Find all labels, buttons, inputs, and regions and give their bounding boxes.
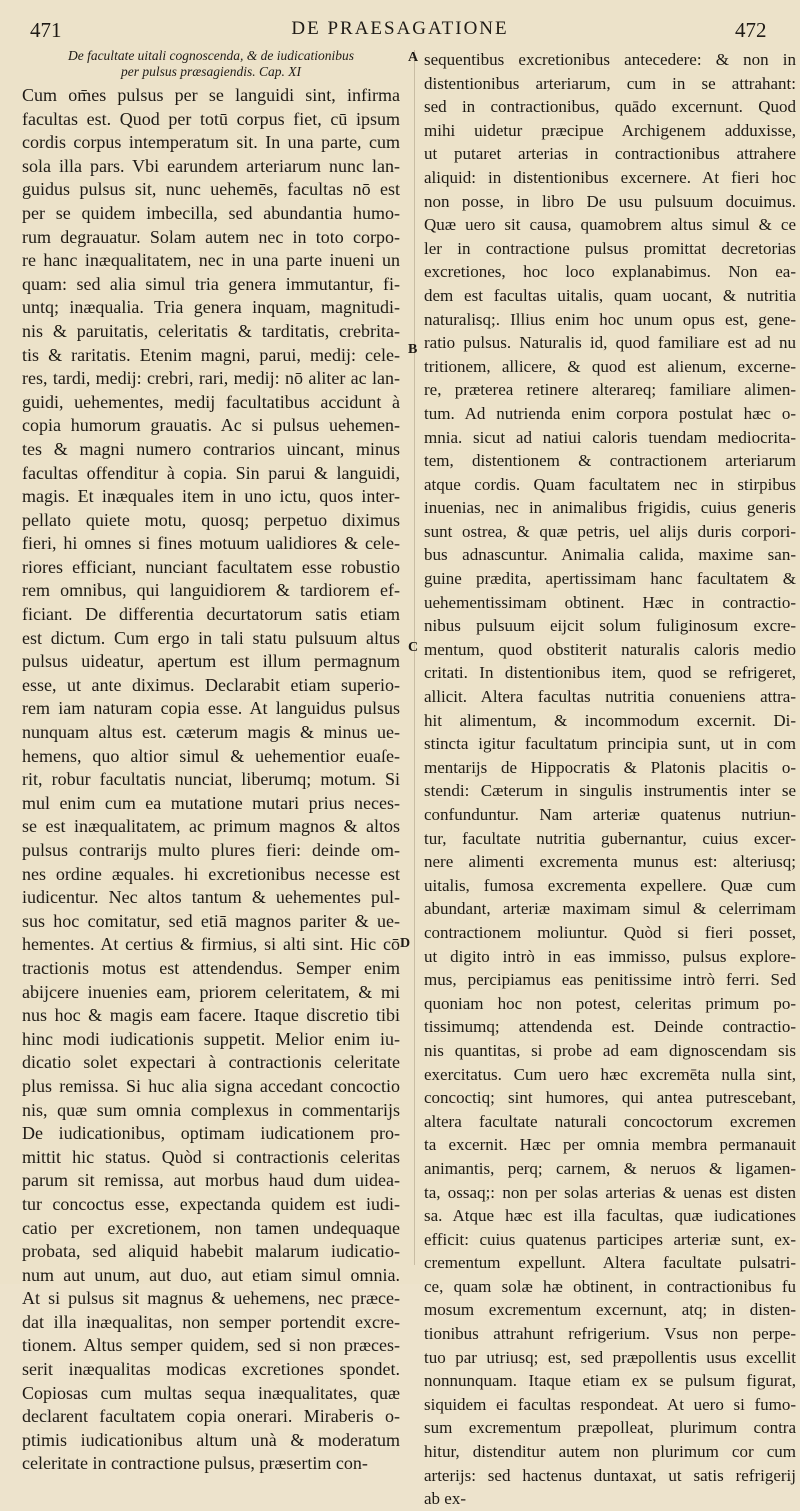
text-line: celeritate in contractione pulsus, præsertim con- <box>22 1453 368 1474</box>
text-line: nis & paruitatis, celeritatis & tarditatis, crebrita- <box>22 320 400 341</box>
text-line: catio per excretionem, non tamen undequaque <box>22 1217 400 1238</box>
text-line: altera facultate naturali concoctorum excremen <box>424 1111 796 1131</box>
text-line: declarent facultatem copia onerari. Miraberis o- <box>22 1406 400 1427</box>
text-line: efficit: cuius quatenus participes arteriæ sunt, ex- <box>424 1229 796 1249</box>
text-line: num aut unum, aut duo, aut etiam simul omnia. <box>22 1264 400 1285</box>
text-line: ratio pulsus. Naturalis id, quod familiare est ad nu <box>424 333 796 353</box>
text-line: naturalisq;. Illius enim hoc unum opus est, gene- <box>424 309 796 329</box>
text-line: tis & raritatis. Etenim magni, parui, medij: cele- <box>22 344 400 365</box>
text-line: excretiones, hoc loco explanabimus. Non ea- <box>424 262 796 282</box>
text-line: hinc modi iudicationis suppetit. Melior enim iu- <box>22 1028 400 1049</box>
column-gutter <box>414 50 415 1265</box>
text-line: sum excrementum præpolleat, plurimum contra <box>424 1418 796 1438</box>
text-line: ce, quam solæ hæ obtinent, in contractionibus fu <box>424 1276 796 1296</box>
text-line: inuenias, nec in animalibus frigidis, cuius generis <box>424 498 796 518</box>
left-column <box>22 48 400 1476</box>
text-line: copia humorum grauatis. Ac si pulsus uehemen- <box>22 415 400 436</box>
text-line: animantis, perq; carnem, & neruos & ligamen- <box>424 1158 796 1178</box>
text-line: allicit. Altera facultas nutritia conueniens attra- <box>424 687 796 707</box>
text-line: untq; inæqualia. Tria genera inquam, magnitudi- <box>22 297 400 318</box>
text-line: iudicentur. Nec altos tantum & uehementes pul- <box>22 887 400 908</box>
text-line: mentarijs de Hippocratis & Platonis placitis o- <box>424 757 796 777</box>
text-line: serit inæqualitas modicas excretiones spondet. <box>22 1359 400 1380</box>
text-line: stendi: Cæterum in singulis instrumentis inter se <box>424 781 796 801</box>
text-line: Quæ uero sit causa, quamobrem altus simul & ce <box>424 215 796 235</box>
text-line: mosum excrementum excernunt, atq; in disten- <box>424 1300 796 1320</box>
text-line: sunt ostrea, & quæ petris, uel alijs duris corpori- <box>424 521 796 541</box>
chapter-title <box>22 48 400 80</box>
text-line: At si pulsus sit magnus & uehemens, nec præce- <box>22 1288 400 1309</box>
text-line: Cum om̄es pulsus per se languidi sint, infirma <box>22 85 400 105</box>
text-line: tem, distentionem & contractionem arteriarum <box>424 451 796 471</box>
right-column <box>424 48 796 1511</box>
chapter-title-line-2: per pulsus præsagiendis. Cap. XI <box>120 64 301 79</box>
text-line: dem est facultas uitalis, quam uocant, & nutritia <box>424 285 796 305</box>
text-line: hementes. At certius & firmius, si alti sint. Hic cō <box>22 934 400 955</box>
text-line: mittit hic status. Quòd si contractionis celeritas <box>22 1146 400 1167</box>
text-line: arterijs: sed hactenus duntaxat, ut satis refrigerij <box>424 1465 796 1485</box>
text-line: uehementissimam obtinent. Hæc in contractio- <box>424 592 796 612</box>
text-line: esse, ut ante diximus. Declarabit etiam superio- <box>22 674 400 695</box>
text-line: critati. In distentionibus item, quod se refrigeret, <box>424 663 796 683</box>
text-line: aliquid: in distentionibus excernere. At fieri hoc <box>424 167 796 187</box>
text-line: fieri, hi omnes si fines motuum ualidiores & cele- <box>22 533 400 554</box>
text-line: ab ex- <box>424 1489 467 1509</box>
text-line: siquidem ei facultas respondeat. At uero si fumo- <box>424 1394 796 1414</box>
text-line: guidi, uehementes, medij facultatibus accidunt à <box>22 391 400 412</box>
text-line: hit alimentum, & incommodum excernit. Di- <box>424 710 796 730</box>
text-line: facultas est. Quod per totū corpus fiet, cū ipsum <box>22 108 400 129</box>
text-line: rem omnibus, qui languidiorem & tardiorem ef- <box>22 580 400 601</box>
text-line: exercitatus. Cum uero hæc excremēta nulla sint, <box>424 1064 796 1084</box>
text-line: rit, robur facultatis nunciat, liberumq; motum. Si <box>22 769 400 790</box>
text-line: nere alimenti excrementa munus est: alteriusq; <box>424 852 796 872</box>
text-line: tum. Ad nutrienda enim corpora postulat hæc o- <box>424 403 796 423</box>
text-line: riores efficiant, nunciant facultatem esse robustio <box>22 556 400 577</box>
text-line: crementum expellunt. Altera facultate pulsatri- <box>424 1253 796 1273</box>
text-line: se est inæqualitatem, ac primum magnos & altos <box>22 816 400 837</box>
text-line: contractionem moliuntur. Quòd si fieri posset, <box>424 922 796 942</box>
text-line: rem iam naturam copia esse. At languidus pulsus <box>22 698 400 719</box>
text-line: est dictum. Cum ergo in tali statu pulsuum altus <box>22 627 400 648</box>
text-line: tissimumq; attendenda est. Deinde contractio- <box>424 1017 796 1037</box>
right-column-text <box>424 48 796 1511</box>
text-line: dicatio solet expectari à contractionis celeritate <box>22 1052 400 1073</box>
text-line: mnia. sicut ad natiui caloris tuendam mediocrita- <box>424 427 796 447</box>
left-column-text <box>22 84 400 1476</box>
text-line: abundant, arteriæ maximam simul & celerrimam <box>424 899 796 919</box>
text-line: concoctiq; sint humores, qui antea putrescebant, <box>424 1088 796 1108</box>
text-line: sus hoc comitatur, sed etiā magnos pariter & ue- <box>22 910 400 931</box>
text-line: re hanc inæqualitatem, nec in una parte inueni un <box>22 250 400 271</box>
text-line: pulsus uideatur, apertum est illum permagnum <box>22 651 400 672</box>
text-line: ta excernit. Hæc per omnia membra permanauit <box>424 1135 796 1155</box>
text-line: non posse, in libro De usu pulsuum docuimus. <box>424 191 796 211</box>
text-line: hitur, distenditur autem non plurimum cor cum <box>424 1442 796 1462</box>
text-line: pellato quiete motu, quosq; perpetuo diximus <box>22 509 400 530</box>
text-line: quam: sed alia simul tria genera immutantur, fi- <box>22 273 400 294</box>
text-line: ptimis iudicationibus altum unà & moderatum <box>22 1429 400 1450</box>
text-line: quoniam hoc non potest, celeritas primum po- <box>424 993 796 1013</box>
text-line: mus, percipiamus eas penitissime intrò ferri. Sed <box>424 970 796 990</box>
margin-letter-d: D <box>400 936 411 951</box>
text-line: mentum, quod obstiterit naturalis caloris medio <box>424 639 796 659</box>
text-line: tur, facultate nutritia gubernantur, cuius excer- <box>424 828 796 848</box>
margin-letter-c: C <box>408 640 419 655</box>
text-line: nonnunquam. Itaque etiam ex se pulsum figurat, <box>424 1371 796 1391</box>
text-line: mul enim cum ea mutatione mutari prius neces- <box>22 792 400 813</box>
text-line: uitalis, fumosa excrementa expellere. Quæ cum <box>424 875 796 895</box>
text-line: atque cordis. Quam facultatem nec in stirpibus <box>424 474 796 494</box>
text-line: facultas offenditur à copia. Sin parui & languidi, <box>22 462 400 483</box>
text-line: hemens, quo altior simul & uehementior euaſe- <box>22 745 400 766</box>
text-line: sola illa pars. Vbi earundem arteriarum nunc lan- <box>22 155 400 176</box>
text-line: nes ordine æquales. hi excretionibus necesse est <box>22 863 400 884</box>
text-line: bus adnascuntur. Animalia calida, maxime san- <box>424 545 796 565</box>
text-line: magis. Et inæquales item in uno ictu, quos inter- <box>22 486 400 507</box>
text-line: sed in contractionibus, quādo excernunt. Quod <box>424 97 796 117</box>
text-line: ficiant. De differentia decurtatorum satis etiam <box>22 604 400 625</box>
text-line: tur concoctus esse, expectanda quidem est iudi- <box>22 1193 400 1214</box>
chapter-title-line-1: De facultate uitali cognoscenda, & de iudicationibus <box>67 48 355 63</box>
margin-letter-b: B <box>408 342 418 357</box>
text-line: dat illa inæqualitas, non semper portendit excre- <box>22 1311 400 1332</box>
text-line: re, præterea retinere alterareq; familiare alimen- <box>424 380 796 400</box>
text-line: tritionem, allicere, & quod est alienum, excerne- <box>424 356 796 376</box>
text-line: tractionis motus est attendendus. Semper enim <box>22 957 400 978</box>
text-line: plus remissa. Si huc alia signa accedant concoctio <box>22 1075 400 1096</box>
text-line: tionem. Altus semper quidem, sed si non præces- <box>22 1335 400 1356</box>
text-line: nis, quæ sum omnia complexus in commentarijs <box>22 1099 400 1120</box>
text-line: guidus pulsus sit, nunc uehemēs, facultas nō est <box>22 179 400 200</box>
text-line: ta, ossaq;: non per solas arterias & uenas est disten <box>424 1182 796 1202</box>
text-line: sequentibus excretionibus antecedere: & non in <box>424 50 796 69</box>
text-line: distentionibus arteriarum, cum in se attrahant: <box>424 73 796 93</box>
text-line: guine prædita, apertissimam hanc facultatem & <box>424 569 796 589</box>
text-line: per se quidem imbecilla, sed abundantia humo- <box>22 202 400 223</box>
text-line: stincta igitur facultatum principia sunt, ut in com <box>424 734 796 754</box>
text-line: cordis corpus intemperatum sit. In una parte, cum <box>22 132 400 153</box>
margin-letter-a: A <box>408 50 419 65</box>
text-line: probata, sed aliquid habebit malarum iudicatio- <box>22 1241 400 1262</box>
page-number-left: 471 <box>30 18 62 42</box>
text-line: nunquam altus est. cæterum magis & minus ue- <box>22 722 400 743</box>
page-number-right: 472 <box>735 18 767 42</box>
text-line: ler in contractione pulsus promittat decretorias <box>424 238 796 258</box>
text-line: De iudicationibus, optimam iudicationem pro- <box>22 1123 400 1144</box>
text-line: rum degrauatur. Solam autem nec in toto corpo- <box>22 226 400 247</box>
text-line: tuo par utriusq; est, sed præpollentis usus excellit <box>424 1347 796 1367</box>
text-line: ut putaret arterias in contractionibus attrahere <box>424 144 796 164</box>
text-line: confunduntur. Nam arteriæ quatenus nutriun- <box>424 805 796 824</box>
text-line: nus hoc & magis eam facere. Itaque discretio tibi <box>22 1005 400 1026</box>
text-line: mihi uidetur præcipue Archigenem adduxisse, <box>424 120 796 140</box>
text-line: ut digito intrò in eas immisso, pulsus explore- <box>424 946 796 966</box>
text-line: tionibus attrahunt refrigerium. Vsus non perpe- <box>424 1324 796 1344</box>
text-line: tes & magni numero contrarios uincant, minus <box>22 438 400 459</box>
text-line: nis quantitas, si probe ad eam dignoscendam sis <box>424 1040 796 1060</box>
text-line: abijcere inuenies eam, priorem celeritatem, & mi <box>22 981 400 1002</box>
text-line: nibus pulsuum eijcit solum fuliginosum excre- <box>424 616 796 636</box>
running-head: DE PRAESAGATIONE <box>291 18 509 39</box>
text-line: res, tardi, medij: crebri, rari, medij: nō aliter ac lan- <box>22 368 400 389</box>
text-line: sa. Atque hæc est illa facultas, quæ iudicationes <box>424 1206 796 1226</box>
text-line: pulsus contrarijs multo plures fieri: deinde om- <box>22 840 400 860</box>
text-line: parum sit remissa, aut morbus haud dum uidea- <box>22 1170 400 1191</box>
text-line: Copiosas cum multas sequa inæqualitates, quæ <box>22 1382 400 1403</box>
